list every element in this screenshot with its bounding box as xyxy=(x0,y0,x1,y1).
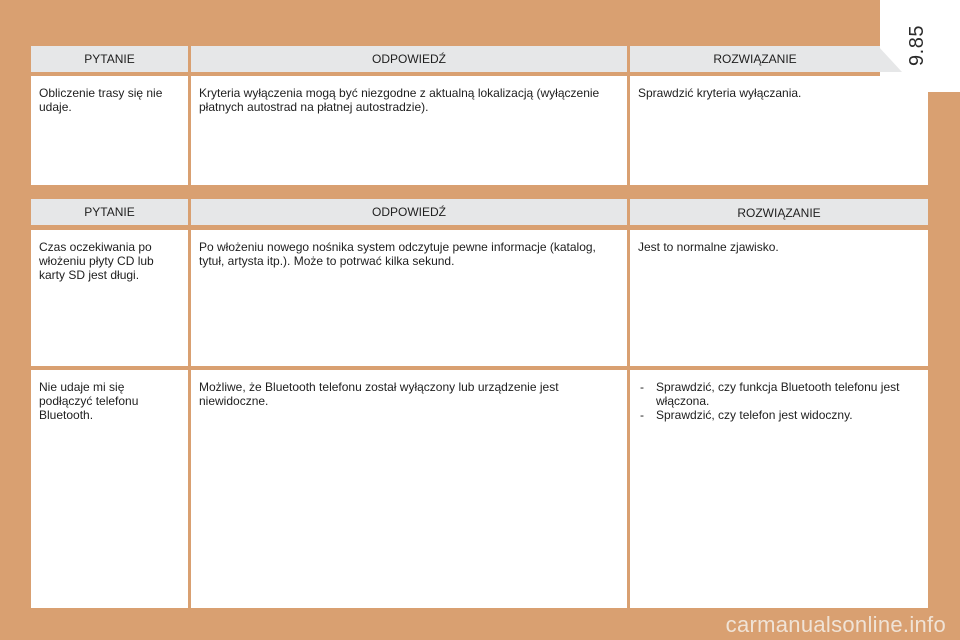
table2-row1-question: Czas oczekiwania po włożeniu płyty CD lub karty SD jest długi. xyxy=(31,230,188,366)
table1-header-solution: ROZWIĄZANIE xyxy=(630,46,880,72)
table2-row1-answer: Po włożeniu nowego nośnika system odczytuje pewne informacje (katalog, tytuł, artysta itp.). Może to potrwać kilka sekund. xyxy=(191,230,627,366)
table2-header-solution: ROZWIĄZANIE xyxy=(630,199,928,225)
table2-row2-solution xyxy=(630,370,928,608)
solution-item: - Sprawdzić, czy funkcja Bluetooth telefonu jest włączona. xyxy=(638,380,918,408)
table1-header-question: PYTANIE xyxy=(31,46,188,72)
table2-row2-answer: Możliwe, że Bluetooth telefonu został wyłączony lub urządzenie jest niewidoczne. xyxy=(191,370,627,608)
watermark: carmanualsonline.info xyxy=(725,612,946,637)
page-number: 9.85 xyxy=(905,25,928,66)
table1-header-answer: ODPOWIEDŹ xyxy=(191,46,627,72)
header-corner-tab xyxy=(878,46,904,72)
table2-row1-solution: Jest to normalne zjawisko. xyxy=(630,230,928,366)
solution-item: - Sprawdzić, czy telefon jest widoczny. xyxy=(638,408,918,422)
table2-row2-question: Nie udaje mi się podłączyć telefonu Bluetooth. xyxy=(31,370,188,608)
table1-row1-answer: Kryteria wyłączenia mogą być niezgodne z aktualną lokalizacją (wyłączenie płatnych autostrad na płatnej autostradzie). xyxy=(191,76,627,185)
solution-list xyxy=(638,380,918,422)
table1-row1-question: Obliczenie trasy się nie udaje. xyxy=(31,76,188,185)
table2-header-question: PYTANIE xyxy=(31,199,188,225)
table1-row1-solution: Sprawdzić kryteria wyłączania. xyxy=(630,76,928,185)
table2-header-answer: ODPOWIEDŹ xyxy=(191,199,627,225)
